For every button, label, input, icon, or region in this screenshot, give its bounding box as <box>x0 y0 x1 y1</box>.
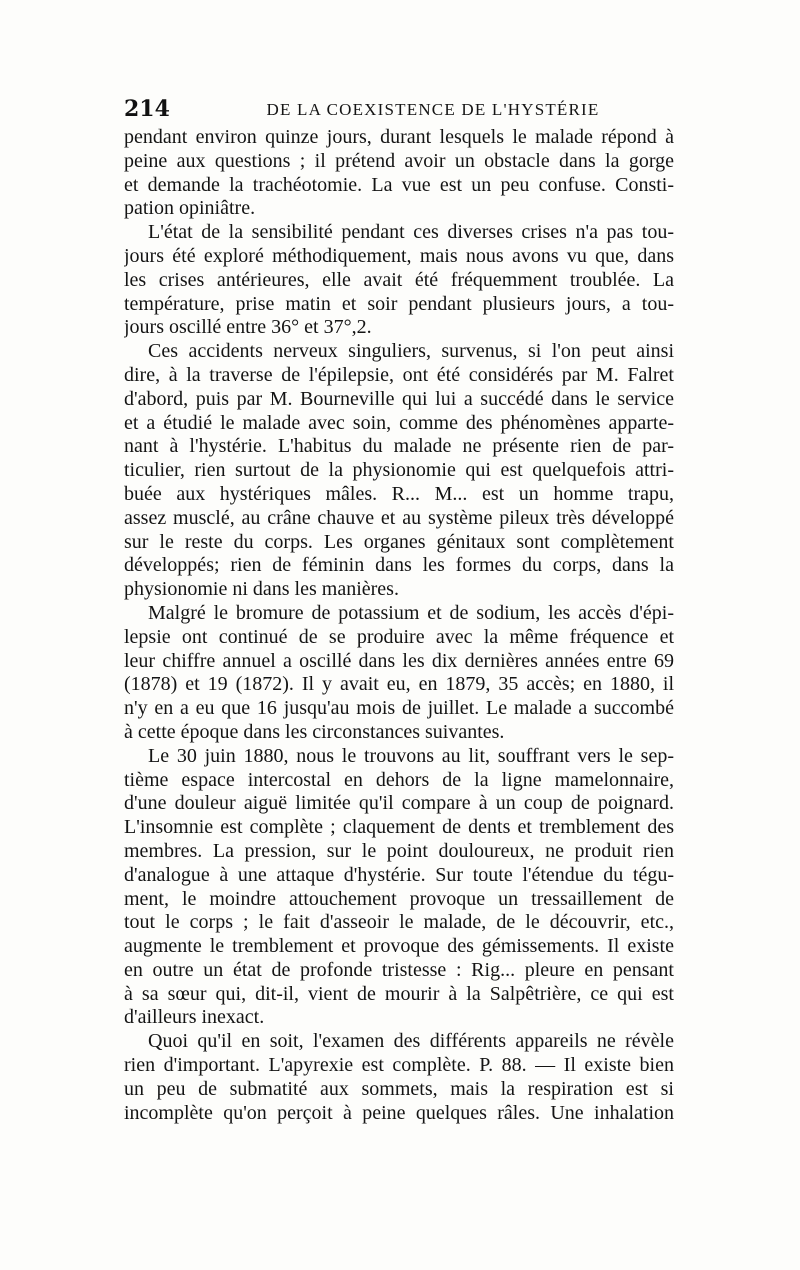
text-line: Ces accidents nerveux singuliers, survenus, si l'on peut ainsi <box>148 340 674 363</box>
text-line: dire, à la traverse de l'épilepsie, ont été considérés par M. Falret <box>124 363 674 386</box>
page-number: 214 <box>124 96 170 122</box>
text-line: Le 30 juin 1880, nous le trouvons au lit, souffrant vers le sep- <box>148 744 674 767</box>
text-line: assez musclé, au crâne chauve et au système pileux très développé <box>124 506 674 529</box>
text-line: rien d'important. L'apyrexie est complète. P. 88. — Il existe bien <box>124 1054 674 1077</box>
body-text <box>124 126 674 1125</box>
text-line: et demande la trachéotomie. La vue est un peu confuse. Consti- <box>124 173 674 196</box>
text-line: (1878) et 19 (1872). Il y avait eu, en 1879, 35 accès; en 1880, il <box>124 673 674 696</box>
text-line: Quoi qu'il en soit, l'examen des différents appareils ne révèle <box>148 1030 674 1053</box>
text-line: d'analogue à une attaque d'hystérie. Sur toute l'étendue du tégu- <box>124 863 674 886</box>
text-line: L'insomnie est complète ; claquement de dents et tremblement des <box>124 816 674 839</box>
text-line: jours été exploré méthodiquement, mais nous avons vu que, dans <box>124 244 674 267</box>
text-line: ticulier, rien surtout de la physionomie qui est quelquefois attri- <box>124 459 674 482</box>
text-line: un peu de submatité aux sommets, mais la respiration est si <box>124 1077 674 1100</box>
text-line: peine aux questions ; il prétend avoir un obstacle dans la gorge <box>124 149 674 172</box>
text-line: n'y en a eu que 16 jusqu'au mois de juillet. Le malade a succombé <box>124 697 674 720</box>
text-line: nant à l'hystérie. L'habitus du malade ne présente rien de par- <box>124 435 674 458</box>
text-line: à sa sœur qui, dit-il, vient de mourir à la Salpêtrière, ce qui est <box>124 982 674 1005</box>
text-line: en outre un état de profonde tristesse : Rig... pleure en pensant <box>124 958 674 981</box>
text-line: d'une douleur aiguë limitée qu'il compare à un coup de poignard. <box>124 792 674 815</box>
running-title: DE LA COEXISTENCE DE L'HYSTÉRIE <box>266 100 600 119</box>
text-line: à cette époque dans les circonstances suivantes. <box>124 720 505 743</box>
text-line: sur le reste du corps. Les organes génitaux sont complètement <box>124 530 674 553</box>
text-line: buée aux hystériques mâles. R... M... est un homme trapu, <box>124 482 674 505</box>
text-line: ment, le moindre attouchement provoque un tressaillement de <box>124 887 674 910</box>
text-line: tout le corps ; le fait d'asseoir le malade, de le découvrir, etc., <box>124 911 674 934</box>
text-line: Malgré le bromure de potassium et de sodium, les accès d'épi- <box>148 601 674 624</box>
text-line: tième espace intercostal en dehors de la ligne mamelonnaire, <box>124 768 674 791</box>
text-line: L'état de la sensibilité pendant ces diverses crises n'a pas tou- <box>148 221 674 244</box>
text-line: membres. La pression, sur le point douloureux, ne produit rien <box>124 839 674 862</box>
text-line: température, prise matin et soir pendant plusieurs jours, a tou- <box>124 292 674 315</box>
text-line: pendant environ quinze jours, durant lesquels le malade répond à <box>124 126 674 148</box>
text-line: développés; rien de féminin dans les formes du corps, dans la <box>124 554 674 577</box>
text-line: incomplète qu'on perçoit à peine quelques râles. Une inhalation <box>124 1101 674 1124</box>
text-line: augmente le tremblement et provoque des gémissements. Il existe <box>124 935 674 958</box>
text-line: leur chiffre annuel a oscillé dans les dix dernières années entre 69 <box>124 649 674 672</box>
page-header <box>124 96 672 122</box>
text-line: physionomie ni dans les manières. <box>124 578 399 601</box>
text-line: lepsie ont continué de se produire avec la même fréquence et <box>124 625 674 648</box>
text-line: jours oscillé entre 36° et 37°,2. <box>124 316 372 339</box>
text-line: d'ailleurs inexact. <box>124 1006 265 1029</box>
text-line: pation opiniâtre. <box>124 197 256 220</box>
text-line: d'abord, puis par M. Bourneville qui lui a succédé dans le service <box>124 387 674 410</box>
text-line: et a étudié le malade avec soin, comme des phénomènes apparte- <box>124 411 674 434</box>
text-line: les crises antérieures, elle avait été fréquemment troublée. La <box>124 268 674 291</box>
